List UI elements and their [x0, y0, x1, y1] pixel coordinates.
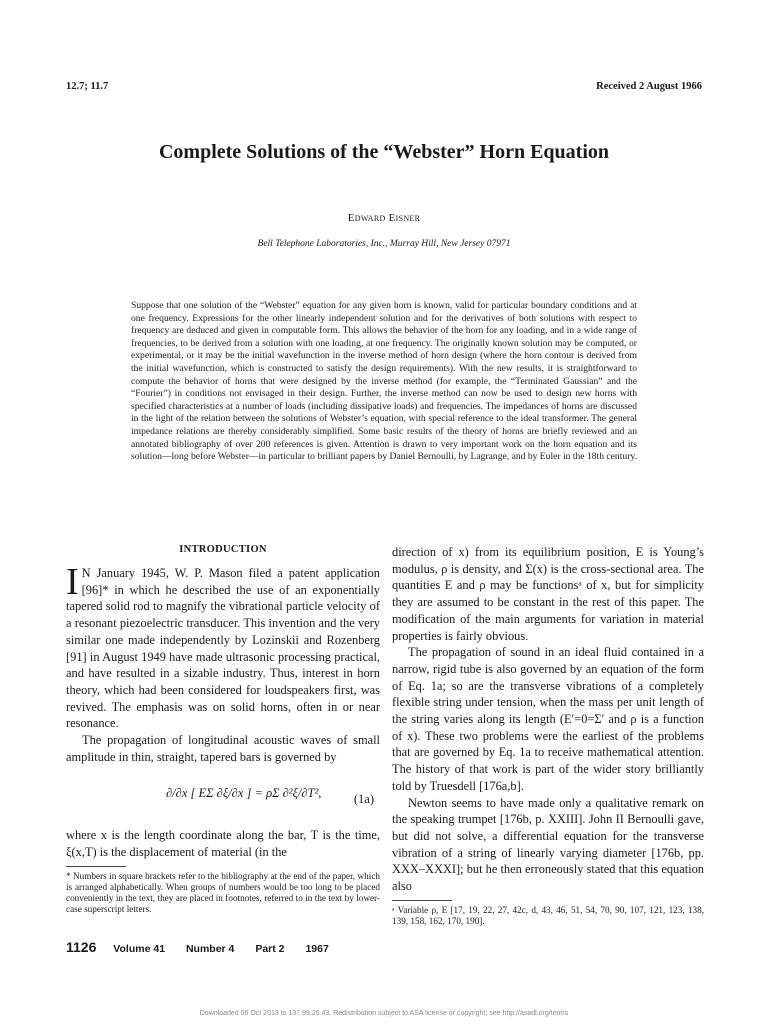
footnote-rule-left: [66, 866, 126, 867]
issue-number: Number 4: [185, 943, 235, 955]
intro-paragraph-3: where x is the length coordinate along the bar, T is the time, ξ(x,T) is the displacement of material (in the: [66, 828, 380, 859]
intro-paragraph-2: The propagation of longitudinal acoustic waves of small amplitude in thin, straight, tapered bars is governed by: [66, 733, 380, 764]
equation-1a: [66, 782, 380, 826]
download-notice: Downloaded 06 Oct 2013 to 137.99.26.43. Redistribution subject to ASA license or copyright; see http://asadl.org/terms: [199, 1010, 569, 1017]
page-title: Complete Solutions of the “Webster” Horn Equation: [158, 141, 610, 163]
right-column: [392, 544, 704, 895]
section-heading-introduction: INTRODUCTION: [179, 544, 267, 555]
right-paragraph-3: Newton seems to have made only a qualitative remark on the speaking trumpet [176b, p. XXIII]. John II Bernoulli gave, but did not solve, a differential equation for the transverse vibration of a string of linearly varying diameter [176b, pp. XXX–XXXI]; but he then erroneously stated that this equation also: [392, 795, 704, 894]
author-affiliation: Bell Telephone Laboratories, Inc., Murray Hill, New Jersey 07971: [257, 239, 511, 249]
equation-number: (1a): [353, 792, 374, 806]
intro-paragraph-1: [66, 561, 380, 732]
left-column-continued: [66, 827, 380, 860]
footnote-right: ᵃ Variable ρ, E [17, 19, 22, 27, 42c, d, 43, 46, 51, 54, 70, 90, 107, 121, 123, 138, 139, 158, 162, 170, 190].: [392, 905, 704, 926]
classification-code: 12.7; 11.7: [66, 81, 109, 92]
part: Part 2: [255, 943, 285, 955]
author-name: Edward Eisner: [347, 212, 421, 224]
year: 1967: [305, 943, 329, 955]
received-date: Received 2 August 1966: [596, 81, 702, 92]
drop-cap: I: [66, 561, 79, 603]
journal-footer: [66, 939, 347, 955]
page-number: 1126: [66, 939, 97, 955]
right-paragraph-1: direction of x) from its equilibrium position, E is Young’s modulus, ρ is density, and Σ(x) is the cross-sectional area. The quantities E and ρ may be functionsᵃ of x, but for simplicity they are assumed to be constant in the rest of this paper. The modification of the main arguments for variation in material properties is fairly obvious.: [392, 545, 704, 643]
footnote-rule-right: [392, 900, 452, 901]
footnote-left: * Numbers in square brackets refer to the bibliography at the end of the paper, which is arranged alphabetically. When groups of numbers would be too long to be placed conveniently in the text, they are placed in footnotes, referred to in the text by lower-case superscript letters.: [66, 871, 380, 914]
volume: Volume 41: [113, 943, 166, 955]
intro-paragraph-1-text: N January 1945, W. P. Mason filed a patent application [96]* in which he described the use of an exponentially tapered solid rod to magnify the vibrational particle velocity of a resonant piezoelectric transducer. This invention and the very similar one made independently by Lozinskii and Rozenberg [91] in August 1949 have made ultrasonic processing practical, and have resulted in a sizable industry. Thus, interest in horn theory, which had been considered for loudspeakers first, was revived. The emphasis was on solid horns, often in or near resonance.: [66, 566, 380, 731]
equation-body: ∂/∂x [ EΣ ∂ξ/∂x ] = ρΣ ∂²ξ/∂T²,: [166, 786, 322, 800]
right-paragraph-2: The propagation of sound in an ideal fluid contained in a narrow, rigid tube is also governed by an equation of the form of Eq. 1a; so are the transverse vibrations of a completely flexible string under tension, when the mass per unit length of the string varies along its length (E′=0=Σ′ and ρ is a function of x). These two problems were the earliest of the problems that are governed by Eq. 1a to receive mathematical attention. The history of that work is part of the wider story brilliantly told by Truesdell [176a,b].: [392, 645, 704, 793]
left-column: [66, 561, 380, 765]
abstract: Suppose that one solution of the “Webster” equation for any given horn is known, valid for particular boundary conditions and at one frequency. Expressions for the other linearly independent solution and for the derivatives of both solutions with respect to frequency are deduced and given in computable form. This allows the behavior of the horn for any loading, and in a wide range of frequencies, to be derived from a solution with one loading, at one frequency. The originally known solution may be computed, or experimental, or it may be the initial wavefunction in the inverse method of horn design (where the horn contour is derived from the initial wavefunction, which is constructed to satisfy the design requirements). With the new results, it is straightforward to compute the behavior of horns that were designed by the inverse method (for example, the “Terminated Gaussian” and the “Fourier”) in conditions not envisaged in their design. Further, the inverse method can now be used to design new horns with specified characteristics at a number of loads (including dissipative loads) and frequencies. The impedances of horns are discussed in the light of the relation between the solutions of Webster’s equation, with special reference to the ideal transformer. The general impedance relations are thereby considerably simplified. Some basic results of the theory of horns are briefly reviewed and an annotated bibliography of over 200 references is given. Attention is drawn to very important work on the horn equation and its solution—long before Webster—in particular to brilliant papers by Daniel Bernoulli, by Lagrange, and by Euler in the 18th century.: [131, 300, 637, 463]
